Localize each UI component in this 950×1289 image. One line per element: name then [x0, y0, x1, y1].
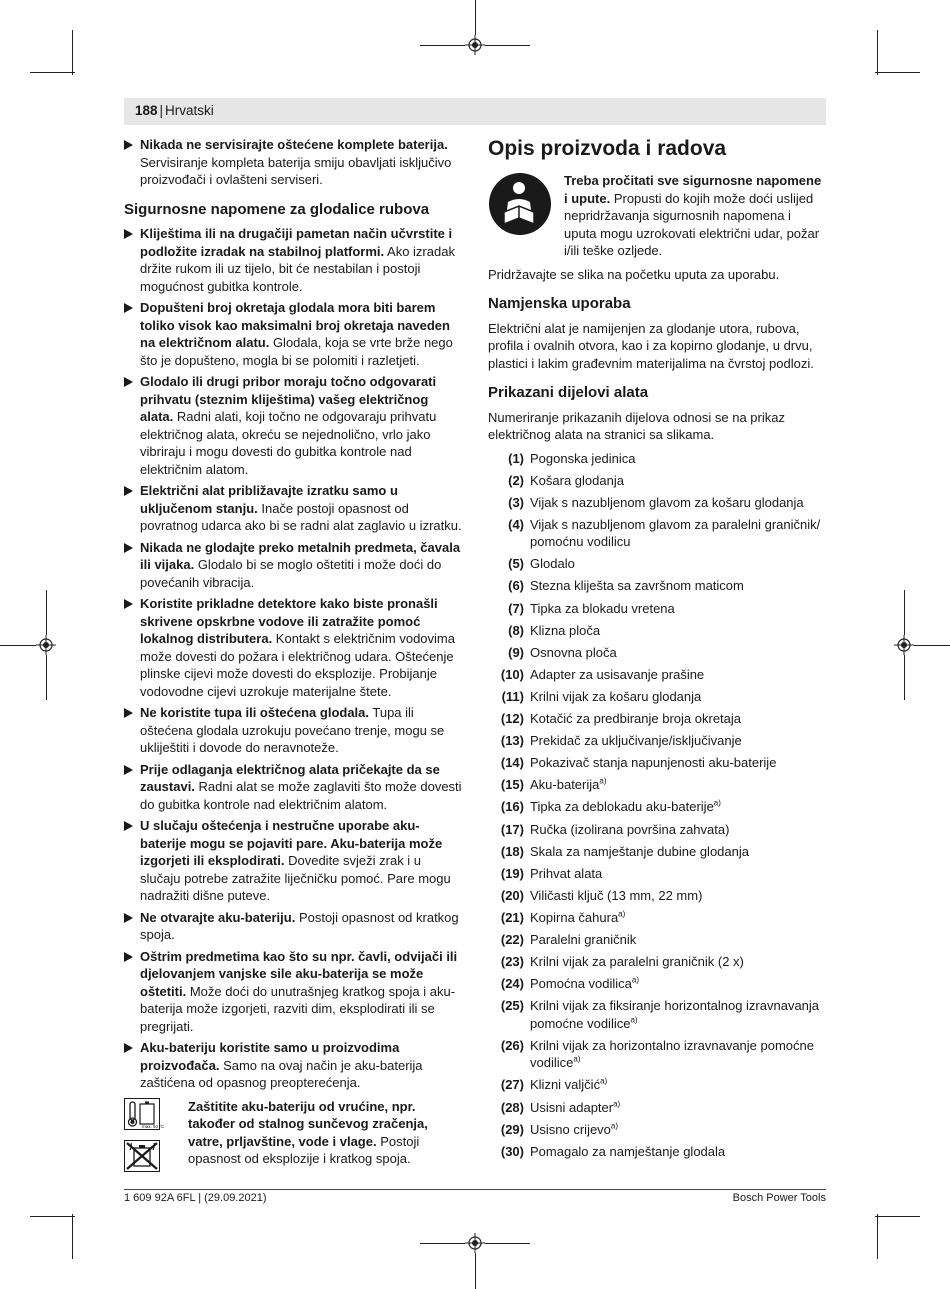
component-text: Adapter za usisavanje prašine — [530, 666, 705, 682]
component-item — [488, 666, 826, 684]
component-number: (21) — [500, 909, 524, 925]
component-label — [530, 754, 826, 772]
bullet-triangle-icon — [124, 765, 133, 775]
component-text: Usisni adapter — [530, 1099, 614, 1115]
bullet-item — [124, 595, 464, 700]
component-text: Stezna kliješta sa završnom maticom — [530, 578, 744, 594]
bullet-item — [124, 948, 464, 1036]
component-label — [530, 1121, 826, 1139]
components-intro: Numeriranje prikazanih dijelova odnosi se na prikaz električnog alata na stranici sa slikama. — [488, 409, 785, 442]
bullet-triangle-icon — [124, 543, 133, 553]
component-item — [488, 953, 826, 971]
component-number: (14) — [500, 755, 524, 771]
bullet-triangle-icon — [124, 377, 133, 387]
component-number: (26) — [500, 1037, 524, 1053]
component-number: (16) — [500, 799, 524, 815]
component-text: Vijak s nazubljenom glavom za paralelni graničnik/ pomoćnu vodilicu — [530, 516, 821, 550]
bullet-item — [124, 136, 464, 189]
component-label — [530, 865, 826, 883]
component-item — [488, 472, 826, 490]
footnote-marker: a) — [573, 1055, 581, 1065]
component-text: Košara glodanja — [530, 472, 624, 488]
component-label — [530, 909, 826, 927]
warning-icons — [124, 1098, 188, 1183]
component-item — [488, 909, 826, 927]
component-item — [488, 494, 826, 512]
component-number: (3) — [508, 494, 524, 510]
component-label — [530, 953, 826, 971]
bullet-item — [124, 1039, 464, 1092]
component-item — [488, 577, 826, 595]
bullet-normal-text: Ako izradak držite rukom ili uz tijelo, bit će nestabilan i postoji mogućnost gubitka kontrole. — [140, 243, 455, 294]
component-item — [488, 843, 826, 861]
component-number: (8) — [508, 622, 524, 638]
footnote-marker: a) — [613, 1099, 621, 1109]
read-instructions-block — [488, 172, 826, 260]
component-item — [488, 450, 826, 468]
component-text: Viličasti ključ (13 mm, 22 mm) — [530, 887, 703, 903]
crop-mark — [420, 45, 465, 46]
component-text: Pomagalo za namještanje glodala — [530, 1143, 726, 1159]
bullet-item — [124, 225, 464, 295]
footnote-marker: a) — [610, 1121, 619, 1131]
component-label — [530, 931, 826, 949]
bullet-normal-text: Glodala, koja se vrte brže nego što je dopušteno, mogla bi se polomiti i razletjeti. — [140, 335, 453, 368]
component-label — [530, 821, 826, 839]
crop-mark — [46, 590, 47, 635]
component-item — [488, 555, 826, 573]
component-number: (12) — [500, 711, 524, 727]
component-text: Glodalo — [530, 556, 575, 572]
bullet-normal-text: Dovedite svježi zrak i u slučaju potrebe zatražite liječničku pomoć. Pare mogu nadražiti dišne puteve. — [140, 853, 451, 903]
component-item — [488, 931, 826, 949]
registration-mark-icon — [465, 1233, 485, 1253]
crop-mark — [30, 72, 75, 73]
component-number: (29) — [500, 1121, 524, 1137]
component-label — [530, 688, 826, 706]
bullet-normal-text: Radni alat se može zaglaviti što može dovesti do gubitka kontrole nad električnim alatom. — [140, 779, 462, 812]
bullet-item — [124, 482, 464, 535]
intended-use-text: Električni alat je namijenjen za glodanje utora, rubova, profila i ovalnih otvora, kao i za kopirno glodanje, u drvu, plastici i lakim građevnim materijalima na čvrstoj podlozi. — [488, 320, 814, 371]
component-text: Ručka (izolirana površina zahvata) — [530, 821, 730, 837]
bullet-triangle-icon — [124, 708, 133, 718]
bullet-item — [124, 704, 464, 757]
component-label — [530, 600, 826, 618]
bullet-triangle-icon — [124, 486, 133, 496]
component-item — [488, 1099, 826, 1117]
component-label — [530, 975, 826, 993]
component-text: Tipka za deblokadu aku-baterije — [530, 799, 714, 815]
bullet-bold-text: Električni alat približavajte izratku samo u uključenom stanju. — [140, 483, 398, 516]
left-column — [124, 136, 464, 1183]
footer-document-code: 1 609 92A 6FL | (29.09.2021) — [124, 1192, 267, 1204]
footnote-marker: a) — [600, 1077, 608, 1087]
component-text: Osnovna ploča — [530, 644, 617, 660]
component-number: (28) — [500, 1099, 524, 1115]
bullet-item — [124, 539, 464, 592]
battery-heat-warning — [124, 1098, 464, 1183]
read-instructions-normal: Propusti do kojih može doći uslijed nepridržavanja sigurnosnih napomena i uputa mogu uzrokovati električni udar, požar i/ili teške ozljede. — [564, 190, 820, 258]
component-text: Paralelni graničnik — [530, 931, 637, 947]
bullet-normal-text: Samo na ovaj način je aku-baterija zaštićena od opasnog preopterećenja. — [140, 1057, 423, 1090]
component-number: (20) — [500, 887, 524, 903]
component-text: Aku-baterija — [530, 777, 600, 793]
section-title-router-safety: Sigurnosne napomene za glodalice rubova — [124, 200, 430, 218]
component-text: Kopirna čahura — [530, 909, 619, 925]
component-label — [530, 644, 826, 662]
bullet-bold-text: Nikada ne servisirajte oštećene komplete baterija. — [140, 137, 448, 152]
bullet-bold-text: Glodalo ili drugi pribor moraju točno odgovarati prihvatu (steznim kliještima) vašeg električnog alata. — [140, 374, 437, 424]
component-text: Vijak s nazubljenom glavom za košaru glodanja — [530, 494, 804, 510]
component-item — [488, 1076, 826, 1094]
component-number: (27) — [500, 1077, 524, 1093]
crop-mark — [46, 655, 47, 700]
crop-mark — [0, 645, 36, 646]
component-label — [530, 450, 826, 468]
component-number: (25) — [500, 998, 524, 1014]
component-item — [488, 1121, 826, 1139]
crop-mark — [877, 30, 878, 75]
page-number: 188 — [135, 103, 158, 118]
component-label — [530, 472, 826, 490]
bullet-item — [124, 373, 464, 478]
bullet-normal-text: Postoji opasnost od kratkog spoja. — [140, 909, 459, 942]
right-column — [488, 136, 826, 1165]
component-text: Klizna ploča — [530, 622, 601, 638]
component-text: Prekidač za uključivanje/isključivanje — [530, 733, 742, 749]
component-number: (4) — [508, 516, 524, 532]
component-label — [530, 666, 826, 684]
component-label — [530, 555, 826, 573]
page-header — [135, 103, 214, 118]
component-item — [488, 754, 826, 772]
component-text: Krilni vijak za košaru glodanja — [530, 688, 702, 704]
component-item — [488, 710, 826, 728]
bullet-bold-text: Kliještima ili na drugačiji pametan način učvrstite i podložite izradak na stabilnoj platformi. — [140, 226, 453, 259]
component-label — [530, 776, 826, 794]
component-label — [530, 577, 826, 595]
bullet-bold-text: Nikada ne glodajte preko metalnih predmeta, čavala ili vijaka. — [140, 539, 461, 572]
component-label — [530, 516, 826, 551]
bullet-item — [124, 299, 464, 369]
component-number: (19) — [500, 865, 524, 881]
crop-mark — [904, 655, 905, 700]
component-label — [530, 732, 826, 750]
read-instructions-text — [564, 172, 826, 260]
bullet-normal-text: Tupa ili oštećena glodala uzrokuju povećano trenje, mogu se ukliještiti i dovode do neravnoteže. — [140, 705, 445, 755]
component-item — [488, 776, 826, 794]
bullet-triangle-icon — [124, 599, 133, 609]
component-label — [530, 798, 826, 816]
component-label — [530, 494, 826, 512]
component-number: (11) — [501, 688, 524, 704]
components-list — [488, 450, 826, 1161]
warning-text — [188, 1098, 464, 1183]
bullet-item — [124, 817, 464, 905]
component-item — [488, 516, 826, 551]
component-text: Pokazivač stanja napunjenosti aku-baterije — [530, 755, 777, 771]
component-number: (13) — [500, 733, 524, 749]
footnote-marker: a) — [713, 799, 721, 809]
bullet-bold-text: Ne otvarajte aku-bateriju. — [140, 909, 296, 925]
bullet-triangle-icon — [124, 1043, 133, 1053]
figures-note: Pridržavajte se slika na početku uputa za uporabu. — [488, 266, 780, 282]
component-item — [488, 997, 826, 1032]
component-text: Krilni vijak za fiksiranje horizontalnog izravnavanja pomoćne vodilice — [530, 998, 820, 1031]
component-text: Klizni valjčić — [530, 1077, 601, 1093]
footnote-marker: a) — [631, 975, 640, 985]
crop-mark — [72, 1214, 73, 1259]
component-label — [530, 843, 826, 861]
crop-mark — [914, 645, 950, 646]
component-item — [488, 1037, 826, 1072]
footnote-marker: a) — [618, 909, 626, 919]
component-item — [488, 865, 826, 883]
registration-mark-icon — [894, 635, 914, 655]
component-label — [530, 1076, 826, 1094]
component-number: (22) — [500, 931, 524, 947]
component-item — [488, 1143, 826, 1161]
bullet-bold-text: Ne koristite tupa ili oštećena glodala. — [140, 705, 370, 720]
component-text: Prihvat alata — [530, 865, 603, 881]
component-item — [488, 798, 826, 816]
header-separator: | — [159, 103, 164, 118]
bullet-item — [124, 761, 464, 814]
crop-mark — [485, 45, 530, 46]
component-text: Skala za namještanje dubine glodanja — [530, 843, 749, 859]
bullet-triangle-icon — [124, 913, 133, 923]
component-text: Pomoćna vodilica — [530, 976, 632, 992]
bullet-bold-text: Oštrim predmetima kao što su npr. čavli, odvijači ili djelovanjem vanjske sile aku-baterija se može oštetiti. — [140, 948, 458, 999]
page-header-bar — [124, 98, 826, 125]
no-water-fire-icon — [124, 1140, 160, 1172]
crop-mark — [30, 1216, 75, 1217]
component-item — [488, 644, 826, 662]
crop-mark — [904, 590, 905, 635]
component-number: (2) — [508, 472, 524, 488]
thermometer-icon — [124, 1098, 165, 1130]
component-item — [488, 600, 826, 618]
bullet-list-router-safety — [124, 225, 464, 1092]
read-manual-icon — [488, 172, 564, 260]
component-number: (24) — [500, 976, 524, 992]
component-label — [530, 622, 826, 640]
bullet-normal-text: Radni alati, koji točno ne odgovaraju prihvatu električnog alata, okreću se nejednolično, vrlo jako vibriraju i mogu dovesti do gubitka kontrole nad električnim alatom. — [140, 409, 437, 477]
component-text: Usisno crijevo — [530, 1121, 611, 1137]
header-language: Hrvatski — [165, 103, 214, 118]
component-label — [530, 1099, 826, 1117]
section-title-product-description: Opis proizvoda i radova — [488, 137, 727, 160]
footnote-marker: a) — [599, 776, 607, 786]
component-label — [530, 997, 826, 1032]
component-number: (10) — [500, 666, 524, 682]
crop-mark — [475, 0, 476, 35]
bullet-triangle-icon — [124, 303, 133, 313]
crop-mark — [420, 1243, 465, 1244]
crop-mark — [875, 1216, 920, 1217]
component-item — [488, 688, 826, 706]
crop-mark — [877, 1214, 878, 1259]
component-item — [488, 887, 826, 905]
bullet-triangle-icon — [124, 821, 133, 831]
component-number: (23) — [500, 954, 524, 970]
component-text: Krilni vijak za paralelni graničnik (2 x) — [530, 954, 744, 970]
component-text: Tipka za blokadu vretena — [530, 600, 675, 616]
component-number: (18) — [500, 843, 524, 859]
footnote-marker: a) — [630, 1015, 638, 1025]
component-number: (5) — [508, 556, 524, 572]
component-number: (30) — [500, 1143, 524, 1159]
bullet-normal-text: Inače postoji opasnost od povratnog udarca ako bi se radni alat zaglavio u izratku. — [140, 500, 462, 533]
bullet-bold-text: Prije odlaganja električnog alata pričekajte da se zaustavi. — [140, 761, 440, 794]
component-item — [488, 622, 826, 640]
bullet-bold-text: Dopušteni broj okretaja glodala mora biti barem toliko visok kao maksimalni broj okretaja naveden na električnom alatu. — [140, 300, 450, 350]
bullet-normal-text: Glodalo bi se moglo oštetiti i može doći do povećanih vibracija. — [140, 557, 442, 590]
component-label — [530, 1143, 826, 1161]
bullet-triangle-icon — [124, 952, 133, 962]
bullet-normal-text: Servisiranje kompleta baterija smiju obavljati isključivo proizvođači i ovlašteni serviseri. — [140, 154, 452, 187]
component-label — [530, 1037, 826, 1072]
component-text: Pogonska jedinica — [530, 450, 636, 466]
section-title-intended-use: Namjenska uporaba — [488, 295, 631, 312]
crop-mark — [875, 72, 920, 73]
bullet-normal-text: Kontakt s električnim vodovima može dovesti do požara i električnog udara. Oštećenje plinske cijevi može dovesti do eksplozije. Probijanje vodovodne cijevi uzrokuje materijalne štete. — [140, 631, 455, 699]
warning-bold: Zaštitite aku-bateriju od vrućine, npr. također od stalnog sunčevog zračenja, vatre, prljavštine, vode i vlage. — [188, 1098, 428, 1149]
component-number: (6) — [508, 578, 524, 594]
bullet-bold-text: Aku-bateriju koristite samo u proizvodima proizvođača. — [140, 1040, 400, 1073]
component-number: (17) — [500, 821, 524, 837]
footer-rule — [124, 1189, 826, 1190]
bullet-bold-text: Koristite prikladne detektore kako biste pronašli skrivene opskrbne vodove ili zatražite pomoć lokalnog distributera. — [140, 596, 438, 646]
read-instructions-bold: Treba pročitati sve sigurnosne napomene i upute. — [564, 173, 822, 206]
bullet-item — [124, 909, 464, 944]
bullet-list-battery — [124, 136, 464, 189]
bullet-triangle-icon — [124, 229, 133, 239]
crop-mark — [475, 1253, 476, 1289]
component-text: Kotačić za predbiranje broja okretaja — [530, 711, 742, 727]
component-item — [488, 732, 826, 750]
component-item — [488, 821, 826, 839]
warning-normal: Postoji opasnost od eksplozije i kratkog spoja. — [188, 1133, 420, 1166]
component-label — [530, 710, 826, 728]
component-number: (15) — [500, 777, 524, 793]
component-text: Krilni vijak za horizontalno izravnavanje pomoćne vodilice — [530, 1037, 814, 1071]
temperature-label: max. 50 °C — [142, 1123, 165, 1129]
bullet-bold-text: U slučaju oštećenja i nestručne uporabe aku-baterije mogu se pojaviti pare. Aku-baterija može izgorjeti ili eksplodirati. — [140, 818, 443, 868]
registration-mark-icon — [465, 35, 485, 55]
component-number: (9) — [508, 644, 524, 660]
section-title-components: Prikazani dijelovi alata — [488, 384, 649, 401]
bullet-triangle-icon — [124, 140, 133, 150]
crop-mark — [72, 30, 73, 75]
bullet-normal-text: Može doći do unutrašnjeg kratkog spoja i aku-baterija može izgorjeti, razviti dim, eksplodirati ili se pregrijati. — [140, 983, 456, 1034]
component-number: (1) — [508, 450, 524, 466]
footer-brand: Bosch Power Tools — [732, 1192, 826, 1204]
component-label — [530, 887, 826, 905]
component-item — [488, 975, 826, 993]
crop-mark — [485, 1243, 530, 1244]
registration-mark-icon — [36, 635, 56, 655]
component-number: (7) — [508, 600, 524, 616]
